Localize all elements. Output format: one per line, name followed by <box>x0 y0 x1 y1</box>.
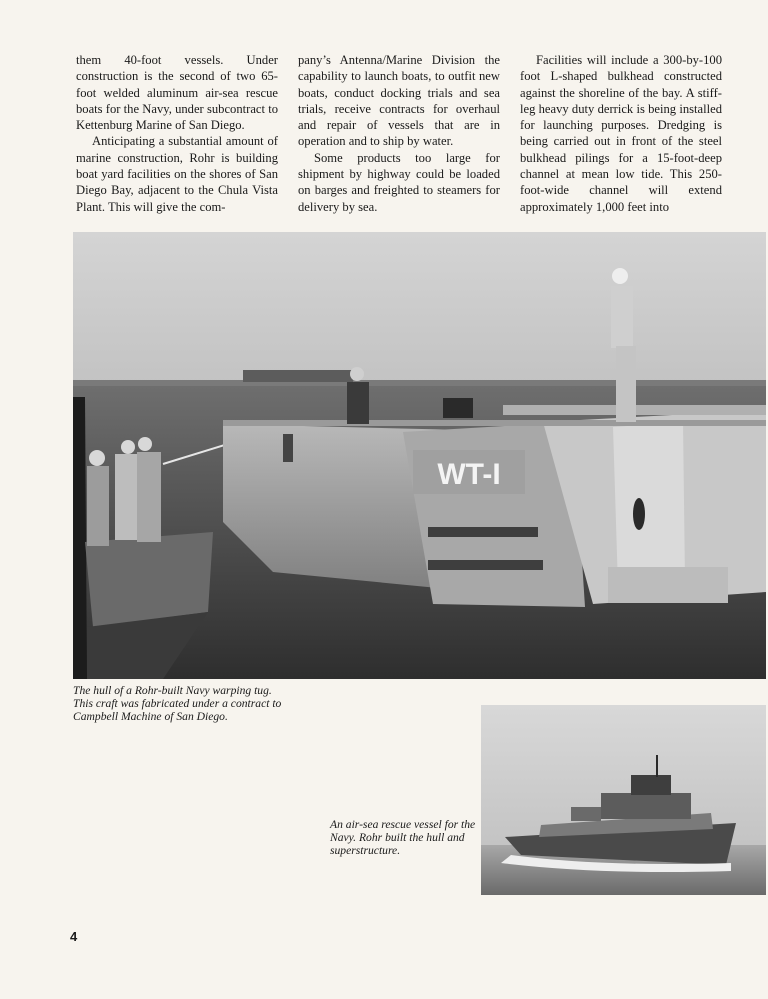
paragraph: pany’s Antenna/Marine Division the capability to launch boats, to outfit new boats, conduct docking trials and sea trials, receive contracts for overhaul and repair of vessels that are in operation and to ship by water. <box>298 53 500 149</box>
rescue-vessel-photo <box>481 705 766 895</box>
warping-tug-photo <box>73 232 766 679</box>
paragraph: Anticipating a substantial amount of marine construction, Rohr is building boat yard facilities on the shores of San Diego Bay, adjacent to the Chula Vista Plant. This will give the com- <box>76 134 278 214</box>
paragraph: them 40-foot vessels. Under construction is the second of two 65-foot welded aluminum air-sea rescue boats for the Navy, under subcontract to Kettenburg Marine of San Diego. <box>76 53 278 133</box>
hull-marking: WT-I <box>437 458 501 491</box>
text-column-2 <box>298 52 500 215</box>
paragraph: Some products too large for shipment by highway could be loaded on barges and freighted to steamers for delivery by sea. <box>298 150 500 214</box>
text-column-3 <box>520 52 722 215</box>
rescue-vessel-illustration <box>481 705 766 895</box>
warping-tug-caption: The hull of a Rohr-built Navy warping tug. This craft was fabricated under a contract to Campbell Machine of San Diego. <box>73 684 282 724</box>
rescue-vessel-caption: An air-sea rescue vessel for the Navy. Rohr built the hull and superstructure. <box>330 818 476 858</box>
warping-tug-illustration <box>73 232 766 679</box>
paragraph: Facilities will include a 300-by-100 foot L-shaped bulkhead constructed against the shoreline of the bay. A stiff-leg heavy duty derrick is being installed for launching purposes. Dredging is being carried out in front of the steel bulkhead pilings for a 15-foot-deep channel at mean low tide. This 250-foot-wide channel will extend approximately 1,000 feet into <box>520 53 722 214</box>
text-column-1 <box>76 52 278 215</box>
page-number: 4 <box>70 929 78 944</box>
